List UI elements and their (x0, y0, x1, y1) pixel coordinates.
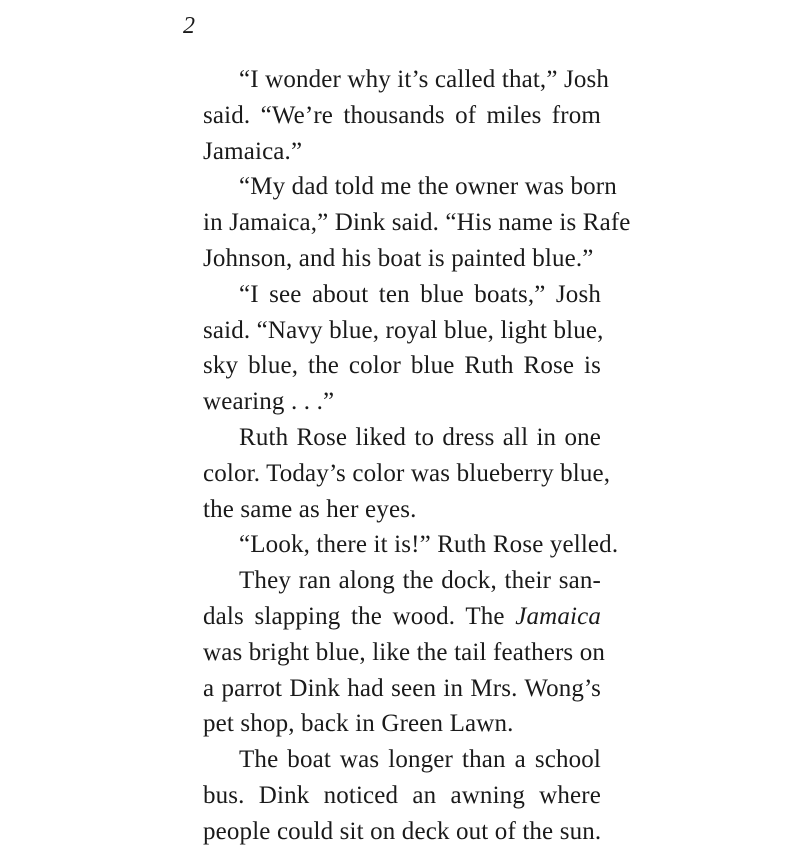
text-line: the same as her eyes. (203, 495, 417, 523)
text-line: sky blue, the color blue Ruth Rose is (203, 352, 601, 380)
italic-title: Jamaica (515, 602, 601, 630)
text-line: color. Today’s color was blueberry blue, (203, 459, 611, 487)
text-line: “Look, there it is!” Ruth Rose yelled. (239, 531, 619, 559)
text-line: was bright blue, like the tail feathers on (203, 638, 606, 666)
text-line: a parrot Dink had seen in Mrs. Wong’s (203, 674, 601, 702)
text-line-part: dals slapping the wood. The (203, 602, 516, 630)
page-number: 2 (183, 13, 195, 39)
text-line: “My dad told me the owner was born (239, 173, 617, 201)
text-line: Johnson, and his boat is painted blue.” (203, 244, 594, 272)
text-line: said. “Navy blue, royal blue, light blue, (203, 316, 604, 344)
text-line: Jamaica.” (203, 137, 303, 165)
text-line: people could sit on deck out of the sun. (203, 817, 602, 845)
text-line: They ran along the dock, their san- (239, 567, 601, 595)
text-line: “I wonder why it’s called that,” Josh (239, 66, 610, 93)
body-text (203, 62, 631, 850)
text-line (203, 599, 601, 635)
text-line: pet shop, back in Green Lawn. (203, 710, 514, 738)
text-line: Ruth Rose liked to dress all in one (239, 423, 601, 451)
text-line: The boat was longer than a school (239, 746, 601, 774)
text-line: said. “We’re thousands of miles from (203, 101, 601, 129)
text-line: wearing . . .” (203, 388, 335, 416)
text-line: in Jamaica,” Dink said. “His name is Rafe (203, 209, 631, 237)
text-line: bus. Dink noticed an awning where (203, 781, 601, 809)
text-line: “I see about ten blue boats,” Josh (239, 280, 601, 308)
